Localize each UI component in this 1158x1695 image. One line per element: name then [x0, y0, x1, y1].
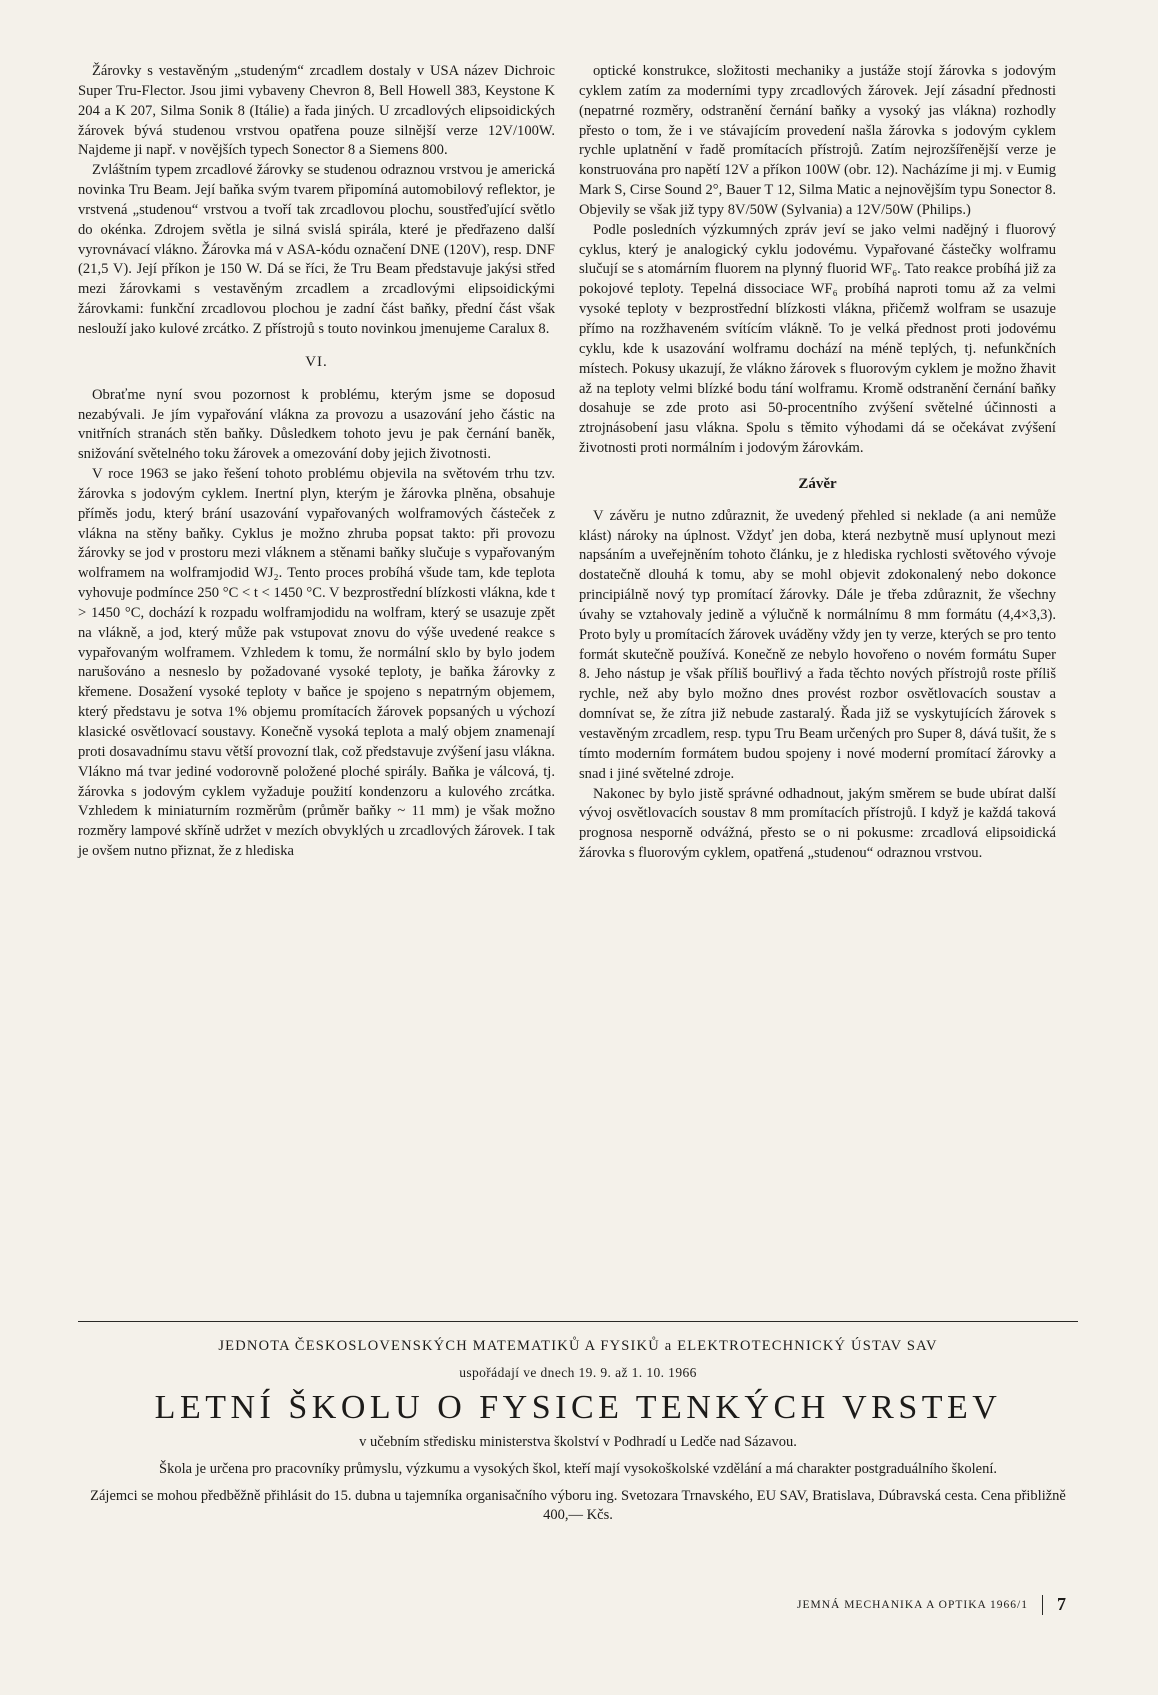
page-footer: [797, 1594, 1066, 1615]
notice-registration: Zájemci se mohou předběžně přihlásit do 15. dubna u tajemníka organisačního výboru ing. Svetozara Trnavského, EU SAV, Bratislava, Dúbravská cesta. Cena přibližně 400,— Kčs.: [90, 1488, 1066, 1523]
paragraph-iodine-cont: optické konstrukce, složitosti mechaniky a justáže stojí žárovka s jodovým cyklem zatím za moderními typy zrcadlových žárovek. Její zásadní přednosti (nepatrné rozměry, odstranění černání baňky a vysoký jas vlákna) rozhodly přesto o tom, že i ve stávajícím provedení našla žárovka s jodovým cyklem rychle uplatnění v řadě promítacích přístrojů. Zatím nejrozšířenější verze je konstruována pro napětí 12V a příkon 100W (obr. 12). Nacházíme ji mj. v Eumig Mark S, Cirse Sound 2°, Bauer T 12, Silma Matic a nejnovějším typu Sonector 8. Objevily se však již typy 8V/50W (Sylvania) a 12V/50W (Philips.): [579, 63, 1056, 218]
notice-organizers: JEDNOTA ČESKOSLOVENSKÝCH MATEMATIKŮ A FYSIKŮ a ELEKTROTECHNICKÝ ÚSTAV SAV: [218, 1338, 938, 1354]
footer-separator: [1042, 1595, 1043, 1615]
paragraph-fluorine-cycle: Podle posledních výzkumných zpráv jeví se jako velmi nadějný i fluorový cyklus, který je analogický cyklu jodovému. Vypařované částečky wolframu slučují se s atomárním fluorem na plynný fluorid WF₆. Tato reakce probíhá již za pokojové teploty. Tepelná dissociace WF₆ probíhá naproti tomu až za velmi vysoké teploty v bezprostřední blízkosti vlákna, přičemž wolfram se usazuje přímo na rozžhaveném svítícím vlákně. To je velká přednost proti jodovému cyklu, kde k usazování wolframu dochází na méně teplých, tj. nefunkčních místech. Pokusy ukazují, že vlákno žárovek s fluorovým cyklem je možno žhavit až na teploty velmi blízké bodu tání wolframu. Kromě odstranění černání baňky dosahuje se zde proto asi 50-procentního zvýšení světelné účinnosti a ztrojnásobení jasu vlákna. Spolu s těmito výhodami dá se očekávat zvýšení životnosti proti normálním i jodovým žárovkám.: [579, 221, 1056, 457]
notice-audience: Škola je určena pro pracovníky průmyslu, výzkumu a vysokých škol, kteří mají vysokoškolské vzdělání a má charakter postgraduálního školení.: [159, 1461, 997, 1477]
notice-dates: uspořádají ve dnech 19. 9. až 1. 10. 1966: [459, 1365, 697, 1380]
paragraph-mirror-lamps: Žárovky s vestavěným „studeným“ zrcadlem dostaly v USA název Dichroic Super Tru-Flector. Jsou jimi vybaveny Chevron 8, Bell Howell 383, Keystone K 204 a K 207, Silma Sonik 8 (Itálie) a řada jiných. U zrcadlových elipsoidických žárovek bývá studenou vrstvou opatřena pouze silnější verze 12V/100W. Najdeme ji např. v novějších typech Sonector 8 a Siemens 800.: [78, 63, 555, 159]
notice-title: LETNÍ ŠKOLU O FYSICE TENKÝCH VRSTEV: [154, 1389, 1002, 1426]
page-number: 7: [1057, 1594, 1066, 1614]
journal-name: JEMNÁ MECHANIKA A OPTIKA 1966/1: [797, 1598, 1028, 1611]
summer-school-notice: [78, 1337, 1078, 1525]
notice-divider: [78, 1321, 1078, 1322]
paragraph-conclusion: V závěru je nutno zdůraznit, že uvedený přehled si neklade (a ani nemůže klást) nároky na úplnost. Vždyť jen doba, která nezbytně musí uplynout mezi napsáním a uveřejněním tohoto článku, je z hlediska rychlosti světového vývoje dostatečně dlouhá k tomu, aby se mohl objevit zdokonalený nebo dokonce principiálně nový typ promítací žárovky. Dále je třeba zdůraznit, že všechny úvahy se vztahovaly jedině a výlučně k normálnímu 8 mm formátu (4,4×3,3). Proto byly u promítacích žárovek uváděny vždy jen ty verze, kterých se pro tento formát skutečně používá. Konečně ze nebylo hovořeno o novém formátu Super 8. Jeho nástup je však příliš bouřlivý a řada těchto nových přístrojů roste příliš rychle, než aby bylo možno dnes provést rozbor osvětlovacích soustav a domnívat se, že zítra již nebude zastaralý. Řada již se vyskytujících žárovek s vestavěným zrcadlem, resp. typu Tru Beam určených pro Super 8, dává tušit, že s tímto moderním formátem budou spojeny i nové moderní promítací žárovky a snad i jiné světelné zdroje.: [579, 507, 1056, 782]
paragraph-evaporation: Obraťme nyní svou pozornost k problému, kterým jsme se doposud nezabývali. Je jím vypařování vlákna za provozu a usazování jeho částic na vnitřních stranách stěn baňky. Důsledkem tohoto jevu je pak černání baněk, snižování světelného toku žárovek a omezování doby jejich životnosti.: [78, 386, 555, 463]
section-heading-vi: VI.: [305, 353, 328, 370]
paragraph-tru-beam: Zvláštním typem zrcadlové žárovky se studenou odraznou vrstvou je americká novinka Tru Beam. Její baňka svým tvarem připomíná automobilový reflektor, je vrstvená „studenou“ vrstvou a tvoří tak zrcadlovou plochu, soustřeďující světlo do okénka. Zdrojem světla je silná svislá spirála, které je předřazeno další vyrovnávací vlákno. Žárovka má v ASA-kódu označení DNE (120V), resp. DNF (21,5 V). Její příkon je 150 W. Dá se říci, že Tru Beam představuje jakýsi střed mezi žárovkami s vestavěným zrcadlem a zrcadlovými elipsoidickými žárovkami: funkční zrcadlovou plochou je zadní část baňky, přední část však neslouží jako kulové zrcátko. Z přístrojů s touto novinkou jmenujeme Caralux 8.: [78, 162, 555, 337]
left-column: [78, 62, 555, 862]
paragraph-iodine-cycle: V roce 1963 se jako řešení tohoto problému objevila na světovém trhu tzv. žárovka s jodovým cyklem. Inertní plyn, kterým je žárovka plněna, obsahuje příměs jodu, který brání usazování vypařovaných wolframových částeček z vlákna na stěny baňky. Cyklus je možno zhruba popsat takto: při provozu žárovky se jod v prostoru mezi vláknem a stěnami baňky slučuje s vypařovaným wolframem na wolframjodid WJ₂. Tento proces probíhá všude tam, kde teplota vyhovuje podmínce 250 °C < t < 1450 °C. V bezprostřední blízkosti vlákna, kde t > 1450 °C, dochází k rozpadu wolframjodidu na wolfram, který se usazuje zpět na vlákně, a jod, který může pak vstupovat znovu do výše uvedené reakce s vypařovaným wolframem. Vzhledem k tomu, že normální sklo by bylo jodem narušováno a nesneslo by požadované vysoké teploty, je baňka žárovky z křemene. Dosažení vysoké teploty v baňce je spojeno s nepatrným objemem, který představu je sotva 1% objemu promítacích žárovek popsaných u výchozí klasické osvětlovací soustavy. Konečně vysoká teplota a malý objem znamenají proti dosavadnímu stavu větší provozní tlak, což představuje zvýšení jasu vlákna. Vlákno má tvar jediné vodorovně položené ploché spirály. Baňka je válcová, tj. žárovka s jodovým cyklem vyžaduje použití kondenzoru a kulového zrcátka. Vzhledem k miniaturním rozměrům (průměr baňky ~ 11 mm) je však možno rozměry lampové skříně udržet v mezích obvyklých u zrcadlových žárovek. I tak je ovšem nutno přiznat, že z hlediska: [78, 466, 555, 860]
notice-place: v učebním středisku ministerstva školství v Podhradí u Ledče nad Sázavou.: [359, 1434, 797, 1450]
right-column: [579, 62, 1056, 864]
paragraph-prognosis: Nakonec by bylo jistě správné odhadnout, jakým směrem se bude ubírat další vývoj osvětlovacích soustav 8 mm promítacích přístrojů. I když je každá taková prognosa nesporně odvážná, přesto se o ni pokusme: zrcadlová elipsoidická žárovka s fluorovým cyklem, opatřená „studenou“ odraznou vrstvou.: [579, 785, 1056, 862]
section-heading-zaver: Závěr: [798, 475, 837, 492]
